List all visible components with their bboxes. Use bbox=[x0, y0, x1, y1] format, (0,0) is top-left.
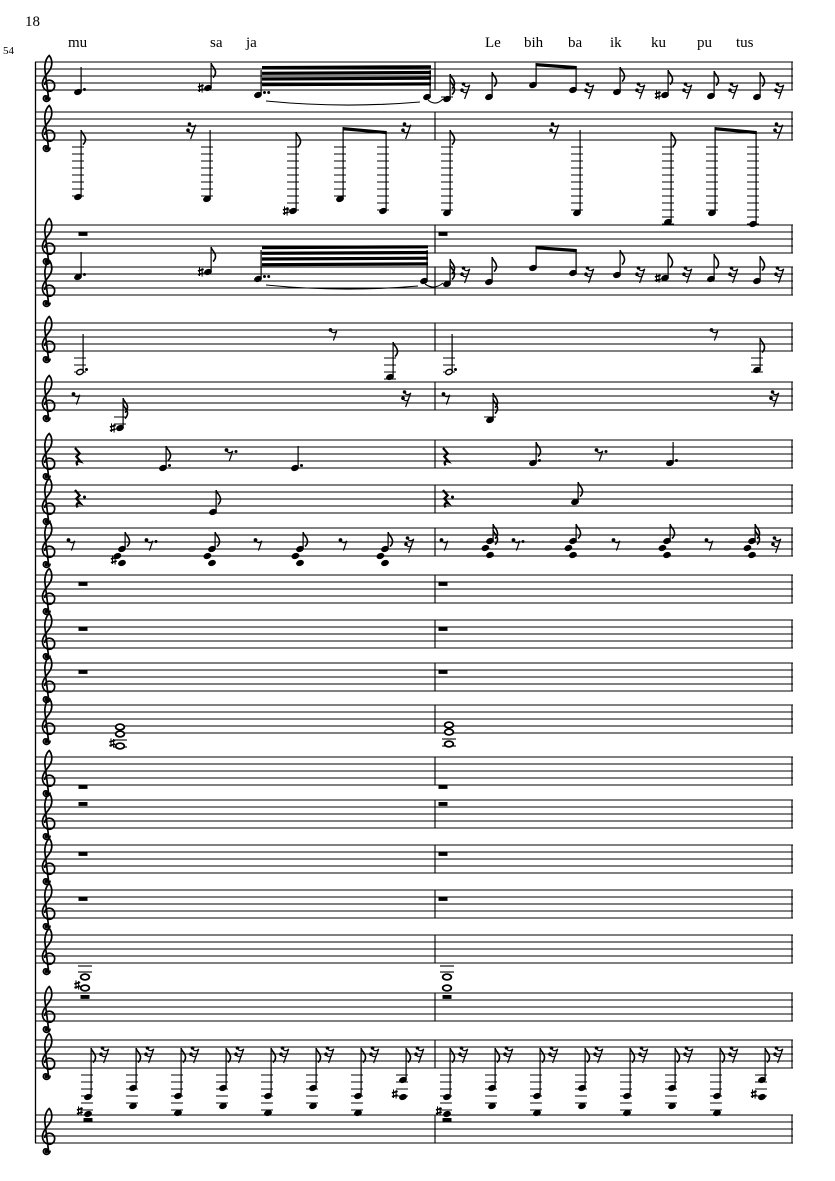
note bbox=[571, 130, 583, 217]
chord bbox=[216, 1048, 231, 1110]
sixteenth-rest bbox=[682, 266, 692, 283]
beamed-notes bbox=[529, 246, 577, 277]
sixteenth-rest bbox=[460, 82, 470, 99]
staff-13 bbox=[35, 699, 793, 749]
staff-lines bbox=[35, 112, 793, 140]
sixteenth-rest bbox=[638, 1046, 648, 1063]
staff-lines bbox=[35, 1115, 793, 1143]
page-number: 18 bbox=[25, 14, 40, 30]
staff-lines bbox=[35, 575, 793, 603]
sixteenth-rest bbox=[279, 1046, 289, 1063]
sixteenth-rest bbox=[774, 266, 784, 283]
chord bbox=[658, 524, 674, 559]
whole-measure-rest bbox=[79, 897, 88, 901]
staff-lines bbox=[35, 382, 793, 410]
lyric-syllable: ba bbox=[568, 35, 583, 51]
slur bbox=[428, 99, 443, 103]
sixteenth-rest bbox=[369, 1046, 379, 1063]
sixteenth-rest bbox=[458, 1046, 468, 1063]
chord bbox=[306, 1048, 321, 1110]
note bbox=[74, 334, 88, 376]
staff-lines bbox=[35, 440, 793, 468]
sixteenth-rest bbox=[773, 122, 783, 139]
note bbox=[655, 253, 673, 283]
note bbox=[441, 130, 455, 217]
chord bbox=[620, 1048, 635, 1117]
staff-lines bbox=[35, 663, 793, 691]
chord bbox=[530, 1048, 545, 1117]
beamed-notes bbox=[706, 127, 759, 228]
note bbox=[443, 259, 455, 288]
staff-11 bbox=[35, 614, 793, 660]
sixteenth-rest bbox=[584, 82, 594, 99]
sixteenth-rest bbox=[728, 266, 738, 283]
chord bbox=[710, 1048, 725, 1117]
note bbox=[209, 490, 221, 516]
chord bbox=[126, 1048, 141, 1110]
staff-12 bbox=[35, 657, 793, 703]
whole-measure-rest bbox=[439, 670, 448, 674]
staff-6 bbox=[35, 376, 793, 433]
whole-measure-rest bbox=[439, 802, 448, 806]
note bbox=[201, 130, 213, 203]
staff-8 bbox=[35, 479, 793, 525]
whole-measure-rest bbox=[439, 785, 448, 789]
chord bbox=[77, 1048, 96, 1118]
sixteenth-rest bbox=[771, 536, 781, 553]
note bbox=[707, 71, 719, 100]
chord bbox=[564, 524, 580, 559]
staff-lines bbox=[35, 890, 793, 918]
note bbox=[198, 63, 216, 93]
staff-9 bbox=[35, 522, 793, 568]
sixteenth-rest bbox=[593, 1046, 603, 1063]
note bbox=[662, 132, 676, 226]
note bbox=[655, 70, 673, 100]
note bbox=[72, 130, 86, 201]
note bbox=[707, 254, 719, 283]
whole-measure-rest bbox=[79, 852, 88, 856]
staff-14 bbox=[35, 751, 793, 797]
staff-lines bbox=[35, 705, 793, 733]
sixteenth-rest bbox=[324, 1046, 334, 1063]
sixteenth-rest bbox=[401, 390, 411, 407]
staff-lines bbox=[35, 935, 793, 963]
staff-lines bbox=[35, 800, 793, 828]
sixteenth-rest bbox=[635, 266, 645, 283]
sixteenth-rest bbox=[635, 82, 645, 99]
sixteenth-rest bbox=[189, 1046, 199, 1063]
lyric-syllable: ja bbox=[246, 35, 257, 51]
sixteenth-rest bbox=[774, 82, 784, 99]
note bbox=[571, 482, 583, 506]
sixteenth-rest bbox=[728, 82, 738, 99]
note bbox=[384, 342, 398, 381]
staff-2 bbox=[35, 106, 793, 228]
whole-measure-rest bbox=[439, 582, 448, 586]
lyric-syllable: tus bbox=[736, 35, 754, 51]
quarter-rest bbox=[443, 448, 448, 465]
staff-lines bbox=[35, 225, 793, 253]
whole-measure-rest bbox=[79, 582, 88, 586]
sixteenth-rest bbox=[234, 1046, 244, 1063]
lyric-syllable: sa bbox=[210, 35, 223, 51]
staff-21 bbox=[35, 1109, 793, 1155]
note bbox=[751, 338, 765, 374]
chord bbox=[575, 1048, 590, 1110]
measure-number: 54 bbox=[3, 45, 14, 57]
whole-measure-rest bbox=[439, 852, 448, 856]
chord bbox=[481, 524, 497, 559]
lyric-syllable: ik bbox=[610, 35, 622, 51]
sixteenth-rest bbox=[404, 536, 414, 553]
sixteenth-rest bbox=[683, 1046, 693, 1063]
whole-measure-rest bbox=[79, 670, 88, 674]
staff-lines bbox=[35, 845, 793, 873]
whole-note-chord bbox=[440, 966, 454, 999]
sixteenth-rest bbox=[728, 1046, 738, 1063]
staff-18 bbox=[35, 929, 793, 975]
whole-measure-rest bbox=[79, 785, 88, 789]
staff-10 bbox=[35, 569, 793, 615]
whole-measure-rest bbox=[79, 802, 88, 806]
lyric-syllable: pu bbox=[697, 35, 712, 51]
chord bbox=[436, 1048, 455, 1118]
chord bbox=[743, 524, 759, 559]
whole-note-chord bbox=[442, 722, 456, 747]
chord bbox=[351, 1048, 366, 1117]
note bbox=[198, 247, 216, 277]
staff-1 bbox=[35, 56, 793, 106]
whole-measure-rest bbox=[84, 1118, 93, 1122]
note bbox=[484, 393, 498, 424]
sixteenth-rest bbox=[773, 1046, 783, 1063]
chord bbox=[261, 1048, 276, 1117]
sixteenth-rest bbox=[549, 122, 559, 139]
staff-lines bbox=[35, 620, 793, 648]
slur bbox=[425, 283, 443, 287]
sixteenth-rest bbox=[186, 122, 196, 139]
whole-measure-rest bbox=[439, 897, 448, 901]
whole-measure-rest bbox=[443, 1118, 452, 1122]
note bbox=[443, 334, 457, 376]
slur bbox=[266, 101, 420, 105]
sixteenth-rest bbox=[769, 390, 779, 407]
sixteenth-rest bbox=[682, 82, 692, 99]
staff-7 bbox=[35, 434, 793, 480]
note bbox=[613, 67, 625, 96]
whole-measure-rest bbox=[79, 627, 88, 631]
whole-measure-rest bbox=[439, 627, 448, 631]
whole-note-chord bbox=[74, 966, 92, 999]
note bbox=[74, 252, 86, 281]
whole-measure-rest bbox=[439, 232, 448, 236]
sixteenth-rest bbox=[401, 122, 411, 139]
quarter-rest bbox=[75, 448, 80, 465]
staff-20 bbox=[35, 1034, 793, 1122]
whole-note-chord bbox=[109, 724, 127, 749]
sixteenth-rest bbox=[503, 1046, 513, 1063]
staff-lines bbox=[35, 267, 793, 295]
sixteenth-rest bbox=[548, 1046, 558, 1063]
chord bbox=[392, 1048, 411, 1101]
staff-15 bbox=[35, 794, 793, 840]
lyric-syllable: ku bbox=[651, 35, 666, 51]
note bbox=[441, 74, 455, 103]
note bbox=[74, 67, 86, 96]
chord bbox=[171, 1048, 186, 1117]
note bbox=[283, 132, 301, 216]
beamed-notes bbox=[529, 63, 577, 94]
chord bbox=[485, 1048, 500, 1110]
staff-16 bbox=[35, 839, 793, 885]
chord bbox=[751, 1048, 770, 1101]
sixteenth-rest bbox=[144, 1046, 154, 1063]
sixteenth-rest bbox=[460, 266, 470, 283]
staff-lines bbox=[35, 485, 793, 513]
sixteenth-rest bbox=[99, 1046, 109, 1063]
staff-17 bbox=[35, 884, 793, 930]
staff-4 bbox=[35, 245, 793, 306]
note bbox=[753, 256, 765, 285]
chord bbox=[665, 1048, 680, 1110]
staff-lines bbox=[35, 757, 793, 785]
staff-19 bbox=[35, 966, 793, 1032]
sixteenth-rest bbox=[414, 1046, 424, 1063]
sixteenth-rest bbox=[584, 266, 594, 283]
tremolo-beams bbox=[262, 245, 428, 266]
staff-5 bbox=[35, 317, 793, 381]
whole-measure-rest bbox=[79, 232, 88, 236]
staff-lines bbox=[35, 993, 793, 1021]
staff-lines bbox=[35, 323, 793, 351]
lyric-syllable: mu bbox=[68, 35, 88, 51]
lyric-syllable: bih bbox=[524, 35, 544, 51]
lyric-syllable: Le bbox=[485, 35, 501, 51]
